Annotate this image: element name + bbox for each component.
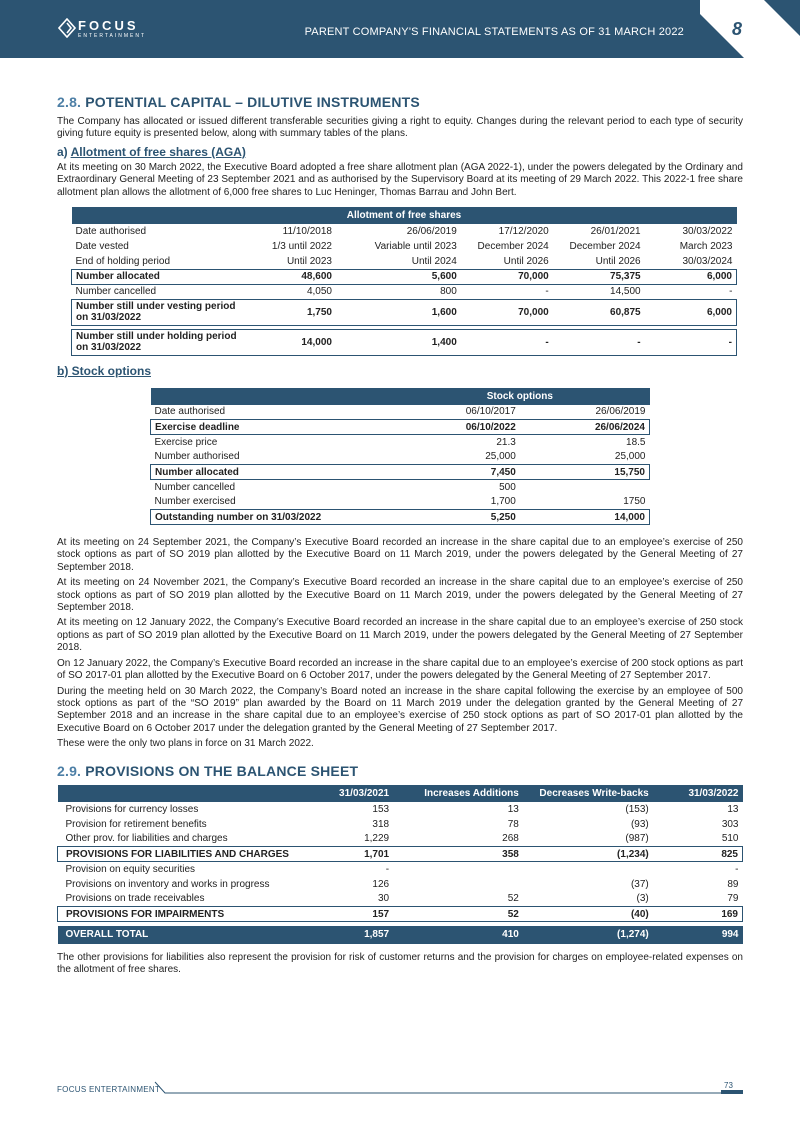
table-cell: 5,600 bbox=[336, 269, 461, 284]
section-heading-2-9 bbox=[57, 763, 743, 779]
table-cell: 14,000 bbox=[520, 510, 650, 525]
row-label: Other prov. for liabilities and charges bbox=[65, 833, 228, 845]
table-cell bbox=[393, 877, 523, 892]
table-cell: 70,000 bbox=[461, 269, 553, 284]
table-cell: 79 bbox=[727, 893, 739, 905]
table-cell: (40) bbox=[523, 907, 653, 922]
table-cell: - bbox=[645, 329, 737, 355]
row-label: OVERALL TOTAL bbox=[58, 926, 294, 944]
table-cell: 78 bbox=[507, 818, 519, 830]
row-label: Date vested bbox=[75, 241, 129, 253]
table-cell: December 2024 bbox=[477, 241, 549, 253]
table-header: Allotment of free shares bbox=[72, 207, 737, 224]
table-cell: - bbox=[735, 863, 739, 875]
row-label: Number still under vesting period on 31/03/2022 bbox=[72, 299, 242, 325]
table-row bbox=[58, 832, 743, 847]
table-cell: - bbox=[729, 286, 733, 298]
table-row-highlight bbox=[72, 329, 737, 355]
free-shares-table bbox=[71, 207, 737, 356]
table-cell: Until 2026 bbox=[595, 255, 641, 267]
subsection-title: Allotment of free shares (AGA) bbox=[70, 144, 246, 159]
table-cell: 1,600 bbox=[336, 299, 461, 325]
section-heading-2-8 bbox=[57, 94, 743, 110]
table-cell: 30/03/2022 bbox=[682, 226, 733, 238]
table-cell: 169 bbox=[653, 907, 743, 922]
table-cell: 14,000 bbox=[241, 329, 336, 355]
table-header-row bbox=[58, 785, 743, 802]
row-label: Date authorised bbox=[75, 226, 147, 238]
table-cell: 26/06/2019 bbox=[595, 406, 646, 418]
table-cell: 13 bbox=[507, 803, 519, 815]
table-cell: (153) bbox=[625, 803, 649, 815]
table-cell: 06/10/2022 bbox=[390, 420, 520, 435]
table-row-highlight bbox=[72, 269, 737, 284]
chapter-number: 8 bbox=[732, 19, 743, 39]
table-cell: 1,701 bbox=[293, 847, 393, 862]
row-label: Provision on equity securities bbox=[65, 863, 196, 875]
paragraph: At its meeting on 24 November 2021, the Company’s Executive Board recorded an increase in the share capital due to an employee’s exercise of 250 stock options as part of SO 2019 plan allotted by the Executive Board on 11 March 2019, under the powers delegated by the General Meeting of 27 September 2018. bbox=[57, 577, 743, 614]
row-label: Outstanding number on 31/03/2022 bbox=[151, 510, 391, 525]
header-title: PARENT COMPANY'S FINANCIAL STATEMENTS AS OF 31 MARCH 2022 bbox=[304, 26, 684, 38]
table-row-highlight bbox=[58, 907, 743, 922]
table-cell: 30 bbox=[377, 893, 390, 905]
table-cell: 14,500 bbox=[610, 286, 641, 298]
provisions-table bbox=[57, 785, 743, 944]
footer-brand: FOCUS ENTERTAINMENT bbox=[57, 1085, 161, 1094]
table-cell: (1,274) bbox=[523, 926, 653, 944]
aga-description: At its meeting on 30 March 2022, the Executive Board adopted a free share allotment plan (AGA 2022-1), under the powers delegated by the Ordinary and Extraordinary General Meeting of 23 September 2021 and as authorised by the Supervisory Board at its meeting of 29 March 2022. This 2022-1 free share allotment plan allows the allotment of 6,000 free shares to Luc Heninger, Thomas Barrau and John Bert. bbox=[57, 161, 743, 198]
table-cell: 410 bbox=[393, 926, 523, 944]
table-cell: 318 bbox=[372, 818, 390, 830]
table-cell: March 2023 bbox=[679, 241, 733, 253]
table-cell: 1750 bbox=[623, 496, 646, 508]
subsection-heading-a bbox=[57, 145, 743, 159]
table-cell: 825 bbox=[653, 847, 743, 862]
stock-options-table bbox=[150, 388, 650, 526]
table-cell: Until 2023 bbox=[286, 255, 332, 267]
section-number: 2.9. bbox=[57, 762, 82, 779]
table-cell: - bbox=[385, 863, 390, 875]
table-row bbox=[58, 877, 743, 892]
paragraph: During the meeting held on 30 March 2022, the Company’s Board noted an increase in the share capital following the exercise by an employee of 500 stock options as part of the “SO 2019” plan awarded by the Board on 11 March 2019 under the delegation granted by the General Meeting of 27 September 2018 and an increase in the share capital due to an employee’s exercise of 250 stock options as part of SO 2017-01 plan allotted by the Executive Board on 6 October 2017 under the delegation granted by the General Meeting of 27 September 2017. bbox=[57, 685, 743, 734]
table-cell: 500 bbox=[499, 481, 516, 493]
table-header: Stock options bbox=[390, 388, 649, 405]
paragraph: On 12 January 2022, the Company’s Executive Board recorded an increase in the share capital due to an employee’s exercise of 200 stock options as part of SO 2017-01 plan allotted by the Executive Board on 6 October 2017, under the powers delegated by the General Meeting of 27 September 2017. bbox=[57, 657, 743, 682]
table-row bbox=[151, 480, 650, 495]
section-intro: The Company has allocated or issued different transferable securities giving a right to equity. Changes during the relevant period to each type of security giving future equity is presented below, along with summary tables of the plans. bbox=[57, 116, 743, 140]
row-label: Number allocated bbox=[72, 269, 242, 284]
row-label: Number cancelled bbox=[154, 481, 236, 493]
table-row bbox=[151, 450, 650, 465]
table-cell: 30/03/2024 bbox=[682, 255, 733, 267]
table-row-highlight bbox=[72, 299, 737, 325]
table-cell: 89 bbox=[727, 878, 739, 890]
row-label: Provision for retirement benefits bbox=[65, 818, 207, 830]
row-label: Number still under holding period on 31/03/2022 bbox=[72, 329, 242, 355]
table-row-highlight bbox=[58, 847, 743, 862]
page-number: 73 bbox=[724, 1081, 733, 1090]
focus-logo-icon bbox=[58, 18, 76, 38]
table-cell: 21.3 bbox=[496, 436, 516, 448]
row-label: PROVISIONS FOR LIABILITIES AND CHARGES bbox=[58, 847, 294, 862]
table-cell: 303 bbox=[721, 818, 739, 830]
closing-paragraph: The other provisions for liabilities also represent the provision for risk of customer returns and the provision for charges on employee-related expenses on the allotment of free shares. bbox=[57, 951, 743, 975]
logo-name: FOCUS bbox=[78, 18, 139, 33]
table-cell bbox=[520, 480, 650, 495]
table-header-row bbox=[72, 207, 737, 224]
table-cell: 60,875 bbox=[553, 299, 645, 325]
table-header: Increases Additions bbox=[393, 785, 523, 802]
table-cell: 26/01/2021 bbox=[590, 226, 641, 238]
table-cell: December 2024 bbox=[569, 241, 641, 253]
row-label: Number authorised bbox=[154, 451, 240, 463]
row-label: Exercise price bbox=[154, 436, 218, 448]
table-cell: 1,229 bbox=[364, 833, 390, 845]
table-cell: 358 bbox=[393, 847, 523, 862]
table-cell: 26/06/2024 bbox=[520, 420, 650, 435]
table-cell: 52 bbox=[507, 893, 519, 905]
row-label: Date authorised bbox=[154, 406, 226, 418]
table-cell: 6,000 bbox=[645, 299, 737, 325]
row-label: Provisions on trade receivables bbox=[65, 893, 205, 905]
table-cell: 06/10/2017 bbox=[465, 406, 516, 418]
table-cell: 1/3 until 2022 bbox=[271, 241, 332, 253]
subsection-title: b) Stock options bbox=[57, 363, 151, 378]
table-row bbox=[151, 405, 650, 420]
table-cell: 11/10/2018 bbox=[282, 226, 332, 238]
table-cell: 25,000 bbox=[614, 451, 646, 463]
table-header: 31/03/2021 bbox=[293, 785, 393, 802]
row-label: Number cancelled bbox=[75, 286, 157, 298]
row-label: Provisions for currency losses bbox=[65, 803, 199, 815]
table-cell: Variable until 2023 bbox=[374, 241, 457, 253]
table-cell: 5,250 bbox=[390, 510, 520, 525]
table-header-row bbox=[151, 388, 650, 405]
table-header: 31/03/2022 bbox=[653, 785, 743, 802]
table-cell: 7,450 bbox=[390, 465, 520, 480]
table-cell: 1,857 bbox=[293, 926, 393, 944]
page-header bbox=[0, 0, 800, 58]
logo-subtitle: ENTERTAINMENT bbox=[78, 33, 147, 39]
table-cell bbox=[393, 862, 523, 877]
table-cell: 75,375 bbox=[553, 269, 645, 284]
table-cell: 800 bbox=[440, 286, 457, 298]
table-cell: 157 bbox=[293, 907, 393, 922]
table-row bbox=[151, 435, 650, 450]
table-row bbox=[58, 817, 743, 832]
table-cell: 1,400 bbox=[336, 329, 461, 355]
table-row-highlight bbox=[151, 510, 650, 525]
table-cell: 4,050 bbox=[306, 286, 332, 298]
table-cell: 268 bbox=[502, 833, 519, 845]
paragraph: At its meeting on 24 September 2021, the Company’s Executive Board recorded an increase in the share capital due to an employee’s exercise of 250 stock options as part of SO 2019 plan allotted by the Executive Board on 11 March 2019, under the powers delegated by the General Meeting of 27 September 2018. bbox=[57, 537, 743, 573]
row-label: Number exercised bbox=[154, 496, 236, 508]
table-cell: 1,700 bbox=[490, 496, 516, 508]
subsection-heading-b bbox=[57, 364, 743, 378]
paragraph: At its meeting on 12 January 2022, the Company’s Executive Board recorded an increase in the share capital due to an employee’s exercise of 250 stock options as part of SO 2019 plan allotted by the Executive Board on 11 March 2019, under the powers delegated by the General Meeting of 27 September 2018. bbox=[57, 617, 743, 654]
table-cell: 13 bbox=[727, 803, 739, 815]
table-cell: 510 bbox=[721, 833, 739, 845]
table-cell: (37) bbox=[630, 878, 649, 890]
table-cell: - bbox=[545, 286, 549, 298]
table-cell: (93) bbox=[630, 818, 649, 830]
table-cell: Until 2024 bbox=[411, 255, 457, 267]
table-row bbox=[58, 892, 743, 907]
row-label: Number allocated bbox=[151, 465, 391, 480]
paragraph: These were the only two plans in force on 31 March 2022. bbox=[57, 738, 314, 750]
row-label: PROVISIONS FOR IMPAIRMENTS bbox=[58, 907, 294, 922]
table-row bbox=[72, 239, 737, 254]
table-cell: 1,750 bbox=[241, 299, 336, 325]
section-number: 2.8. bbox=[57, 94, 82, 110]
table-row bbox=[151, 495, 650, 510]
table-cell: 25,000 bbox=[485, 451, 516, 463]
table-row-highlight bbox=[151, 465, 650, 480]
table-row bbox=[72, 254, 737, 269]
table-cell: 6,000 bbox=[645, 269, 737, 284]
table-cell: (987) bbox=[625, 833, 649, 845]
table-row bbox=[72, 284, 737, 299]
section-title: POTENTIAL CAPITAL – DILUTIVE INSTRUMENTS bbox=[85, 94, 420, 110]
chapter-tab bbox=[700, 0, 800, 58]
table-row bbox=[58, 802, 743, 817]
table-cell: 153 bbox=[372, 803, 390, 815]
table-header: Decreases Write-backs bbox=[523, 785, 653, 802]
table-row bbox=[72, 224, 737, 239]
table-header bbox=[58, 785, 294, 802]
table-cell: Until 2026 bbox=[503, 255, 549, 267]
table-cell: 26/06/2019 bbox=[406, 226, 457, 238]
table-row bbox=[58, 862, 743, 877]
section-title: PROVISIONS ON THE BALANCE SHEET bbox=[85, 762, 359, 779]
table-total-row bbox=[58, 926, 743, 944]
table-cell: 70,000 bbox=[461, 299, 553, 325]
table-cell: 15,750 bbox=[520, 465, 650, 480]
table-cell bbox=[523, 862, 653, 877]
table-cell: 126 bbox=[372, 878, 390, 890]
table-cell: - bbox=[553, 329, 645, 355]
subsection-prefix: a) bbox=[57, 144, 71, 159]
table-cell: 48,600 bbox=[241, 269, 336, 284]
page-content bbox=[57, 94, 743, 979]
table-cell: 52 bbox=[393, 907, 523, 922]
table-cell: (1,234) bbox=[523, 847, 653, 862]
row-label: Exercise deadline bbox=[151, 420, 391, 435]
table-cell: (3) bbox=[636, 893, 649, 905]
row-label: End of holding period bbox=[75, 255, 171, 267]
table-cell: 17/12/2020 bbox=[498, 226, 549, 238]
row-label: Provisions on inventory and works in progress bbox=[65, 878, 270, 890]
table-cell: 18.5 bbox=[626, 436, 646, 448]
table-row-highlight bbox=[151, 420, 650, 435]
table-cell: - bbox=[461, 329, 553, 355]
table-cell: 994 bbox=[653, 926, 743, 944]
